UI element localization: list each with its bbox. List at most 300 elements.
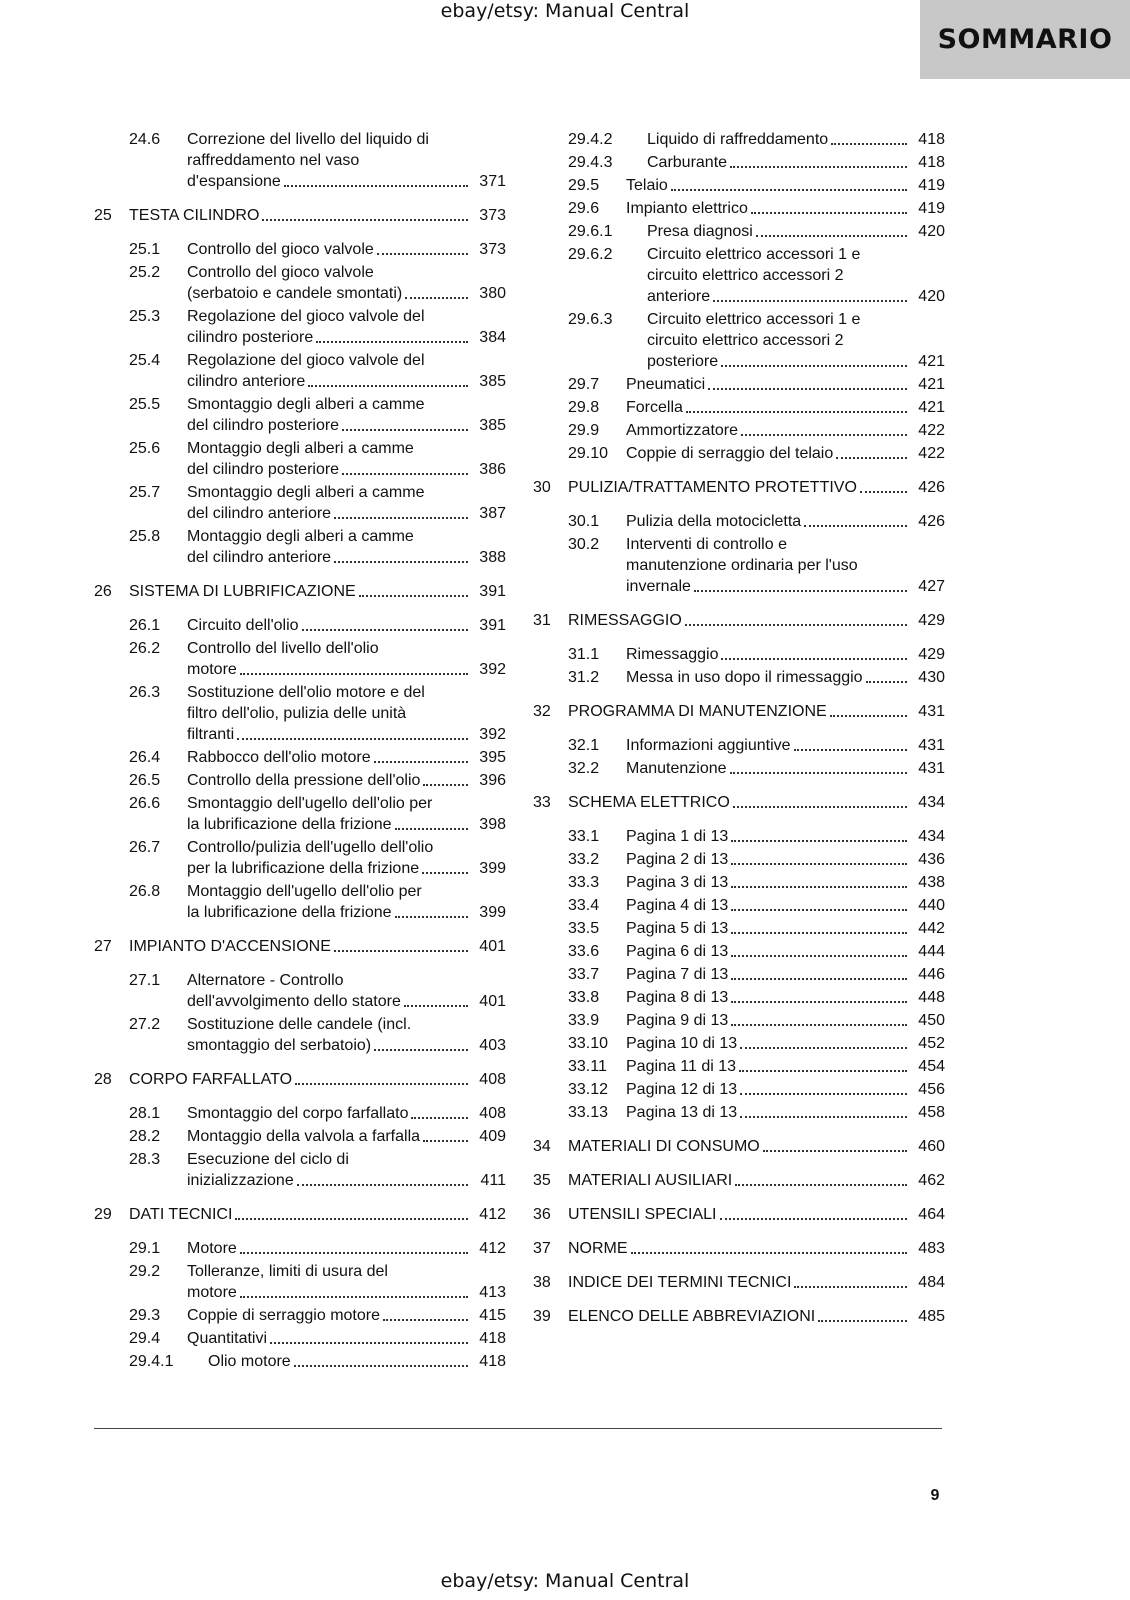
toc-title-line: del cilindro posteriore [187,417,340,434]
toc-page: 460 [918,1138,945,1155]
toc-page: 426 [918,513,945,530]
toc-chapter [533,1136,945,1157]
toc-page: 419 [918,177,945,194]
toc-title-line: Motore [187,1240,237,1257]
toc-section [533,152,945,173]
toc-title-line: Pagina 6 di 13 [626,943,729,960]
toc-number: 27.2 [129,1016,161,1033]
dot-leader [794,749,907,751]
toc-title-line: Circuito dell'olio [187,617,299,634]
dot-leader [694,590,907,592]
toc-page: 413 [479,1284,506,1301]
toc-page: 484 [918,1274,945,1291]
toc-page: 426 [918,479,945,496]
toc-number: 31 [533,612,551,629]
toc-title-line: del cilindro anteriore [187,549,332,566]
toc-chapter [533,1170,945,1191]
dot-leader [235,1218,468,1220]
toc-number: 29.5 [568,177,600,194]
toc-number: 29.7 [568,376,600,393]
toc-title-line: d'espansione [187,173,281,190]
toc-title-line: Controllo/pulizia dell'ugello dell'olio [187,839,434,856]
dot-leader [730,772,907,774]
toc-number: 26.5 [129,772,161,789]
toc-section [94,262,506,304]
dot-leader [377,253,468,255]
toc-number: 28 [94,1071,112,1088]
toc-left-column [94,129,506,1372]
toc-chapter [533,610,945,631]
toc-section [94,615,506,636]
toc-page: 411 [480,1172,506,1189]
toc-title-line: Pagina 1 di 13 [626,828,729,845]
dot-leader [297,1184,468,1186]
toc-number: 28.2 [129,1128,161,1145]
toc-section [533,667,945,688]
dot-leader [404,1005,468,1007]
toc-number: 26.8 [129,883,161,900]
dot-leader [374,1049,468,1051]
toc-title-line: cilindro posteriore [187,329,314,346]
toc-page: 450 [918,1012,945,1029]
toc-section [533,420,945,441]
toc-title-line: Pagina 2 di 13 [626,851,729,868]
dot-leader [270,1342,468,1344]
toc-number: 26.3 [129,684,161,701]
toc-page: 401 [479,938,506,955]
dot-leader [240,1296,468,1298]
dot-leader [631,1252,907,1254]
toc-number: 29.4 [129,1330,161,1347]
toc-title-line: Montaggio della valvola a farfalla [187,1128,421,1145]
toc-section [94,770,506,791]
toc-section [533,1033,945,1054]
toc-title-line: Forcella [626,399,683,416]
toc-section [533,941,945,962]
toc-page: 429 [918,612,945,629]
toc-page: 395 [479,749,506,766]
toc-page: 420 [918,223,945,240]
toc-page: 388 [479,549,506,566]
toc-page: 399 [479,904,506,921]
toc-title-line: la lubrificazione della frizione [187,904,392,921]
toc-page: 442 [918,920,945,937]
dot-leader [423,784,468,786]
toc-number: 25.6 [129,440,161,457]
toc-page: 392 [479,726,506,743]
dot-leader [671,189,907,191]
toc-title-line: Smontaggio degli alberi a camme [187,396,425,413]
toc-chapter [533,701,945,722]
dot-leader [721,658,907,660]
toc-number: 32.1 [568,737,600,754]
toc-number: 28.1 [129,1105,161,1122]
dot-leader [731,863,907,865]
toc-chapter [533,1272,945,1293]
toc-number: 33.5 [568,920,600,937]
toc-title-line: PULIZIA/TRATTAMENTO PROTETTIVO [568,479,857,496]
dot-leader [720,1218,908,1220]
toc-title-line: Ammortizzatore [626,422,739,439]
dot-leader [830,715,907,717]
toc-title-line: Smontaggio dell'ugello dell'olio per [187,795,433,812]
dot-leader [866,681,907,683]
toc-title-line: motore [187,1284,237,1301]
toc-title-line: INDICE DEI TERMINI TECNICI [568,1274,792,1291]
toc-title-line: dell'avvolgimento dello statore [187,993,401,1010]
toc-chapter [94,205,506,226]
toc-page: 386 [479,461,506,478]
toc-page: 448 [918,989,945,1006]
dot-leader [751,212,907,214]
toc-title-line: Pagina 13 di 13 [626,1104,738,1121]
toc-chapter [533,1204,945,1225]
toc-number: 29.6.2 [568,246,613,263]
toc-page: 412 [479,1206,506,1223]
toc-section [533,244,945,307]
dot-leader [295,1083,468,1085]
toc-number: 29.4.1 [129,1353,174,1370]
toc-number: 25.7 [129,484,161,501]
dot-leader [804,525,907,527]
toc-number: 25.3 [129,308,161,325]
toc-section [533,826,945,847]
toc-section [94,129,506,192]
toc-section [94,837,506,879]
toc-page: 399 [479,860,506,877]
toc-page: 391 [479,617,506,634]
toc-section [533,735,945,756]
dot-leader [316,341,468,343]
toc-title-line: Smontaggio degli alberi a camme [187,484,425,501]
toc-title-line: ELENCO DELLE ABBREVIAZIONI [568,1308,816,1325]
toc-page: 412 [479,1240,506,1257]
toc-number: 28.3 [129,1151,161,1168]
toc-section [94,1261,506,1303]
toc-title-line: Coppie di serraggio del telaio [626,445,834,462]
toc-title-line: Alternatore - Controllo [187,972,344,989]
toc-number: 30 [533,479,551,496]
toc-title-line: Pagina 10 di 13 [626,1035,738,1052]
toc-section [94,1238,506,1259]
toc-title-line: Correzione del livello del liquido di [187,131,429,148]
dot-leader [731,978,907,980]
toc-title-line: filtro dell'olio, pulizia delle unità [187,705,407,722]
toc-section [94,350,506,392]
dot-leader [685,624,907,626]
toc-number: 25.4 [129,352,161,369]
toc-page: 438 [918,874,945,891]
toc-title-line: Pagina 12 di 13 [626,1081,738,1098]
toc-title-line: Controllo della pressione dell'olio [187,772,421,789]
toc-title-line: UTENSILI SPECIALI [568,1206,717,1223]
dot-leader [334,561,468,563]
toc-page: 421 [918,353,945,370]
toc-chapter [94,581,506,602]
toc-title-line: del cilindro posteriore [187,461,340,478]
toc-title-line: CORPO FARFALLATO [129,1071,293,1088]
toc-number: 33.1 [568,828,600,845]
toc-page: 458 [918,1104,945,1121]
toc-title-line: RIMESSAGGIO [568,612,682,629]
toc-title-line: Pagina 3 di 13 [626,874,729,891]
toc-page: 434 [918,794,945,811]
toc-number: 33.13 [568,1104,609,1121]
toc-section [533,758,945,779]
toc-title-line: Rimessaggio [626,646,719,663]
toc-title-line: Regolazione del gioco valvole del [187,308,425,325]
dot-leader [731,1001,907,1003]
watermark-bottom: ebay/etsy: Manual Central [440,1570,690,1592]
toc-section [94,1126,506,1147]
toc-section [94,306,506,348]
toc-page: 422 [918,445,945,462]
toc-section [94,682,506,745]
toc-title-line: Esecuzione del ciclo di [187,1151,349,1168]
toc-section [94,526,506,568]
toc-section [94,970,506,1012]
toc-title-line: Impianto elettrico [626,200,748,217]
toc-page: 392 [479,661,506,678]
toc-number: 29.4.2 [568,131,613,148]
toc-number: 29.3 [129,1307,161,1324]
toc-page: 380 [479,285,506,302]
toc-number: 29.6 [568,200,600,217]
dot-leader [302,629,468,631]
toc-page: 418 [479,1353,506,1370]
dot-leader [342,473,468,475]
toc-title-line: Pagina 7 di 13 [626,966,729,983]
toc-title-line: Controllo del gioco valvole [187,264,374,281]
toc-title-line: inizializzazione [187,1172,294,1189]
toc-chapter [94,936,506,957]
toc-page: 434 [918,828,945,845]
dot-leader [733,806,907,808]
toc-title-line: cilindro anteriore [187,373,306,390]
section-tab: SOMMARIO [920,0,1130,79]
toc-title-line: Sostituzione delle candele (incl. [187,1016,412,1033]
toc-number: 37 [533,1240,551,1257]
toc-title-line: Pneumatici [626,376,706,393]
toc-title-line: Regolazione del gioco valvole del [187,352,425,369]
toc-title-line: SCHEMA ELETTRICO [568,794,730,811]
toc-title-line: Pagina 8 di 13 [626,989,729,1006]
toc-page: 391 [479,583,506,600]
toc-section [94,638,506,680]
dot-leader [294,1365,468,1367]
toc-section [533,1010,945,1031]
toc-title-line: IMPIANTO D'ACCENSIONE [129,938,331,955]
toc-section [533,309,945,372]
toc-page: 454 [918,1058,945,1075]
toc-title-line: SISTEMA DI LUBRIFICAZIONE [129,583,356,600]
toc-title-line: manutenzione ordinaria per l'uso [626,557,858,574]
dot-leader [686,411,907,413]
toc-section [533,1102,945,1123]
toc-title-line: Manutenzione [626,760,727,777]
dot-leader [395,916,468,918]
toc-number: 29.6.3 [568,311,613,328]
toc-title-line: Carburante [647,154,728,171]
toc-number: 29.6.1 [568,223,613,240]
dot-leader [731,1024,907,1026]
toc-page: 418 [918,131,945,148]
watermark-top: ebay/etsy: Manual Central [440,0,690,22]
toc-section [94,394,506,436]
toc-number: 29.10 [568,445,609,462]
toc-section [94,747,506,768]
toc-title-line: Telaio [626,177,668,194]
toc-page: 418 [918,154,945,171]
dot-leader [731,955,907,957]
toc-title-line: Liquido di raffreddamento [647,131,829,148]
toc-title-line: circuito elettrico accessori 2 [647,332,844,349]
toc-page: 421 [918,376,945,393]
dot-leader [342,429,468,431]
dot-leader [405,297,468,299]
toc-title-line: Pagina 11 di 13 [626,1058,737,1075]
toc-title-line: per la lubrificazione della frizione [187,860,420,877]
toc-page: 446 [918,966,945,983]
toc-section [533,221,945,242]
toc-title-line: Coppie di serraggio motore [187,1307,380,1324]
toc-title-line: circuito elettrico accessori 2 [647,267,844,284]
toc-chapter [94,1204,506,1225]
toc-page: 415 [479,1307,506,1324]
toc-section [533,872,945,893]
dot-leader [763,1150,907,1152]
dot-leader [818,1320,907,1322]
toc-right-column [533,129,945,1327]
dot-leader [836,457,907,459]
toc-number: 29.8 [568,399,600,416]
toc-title-line: invernale [626,578,691,595]
toc-number: 29.1 [129,1240,161,1257]
toc-title-line: del cilindro anteriore [187,505,332,522]
toc-section [94,1149,506,1191]
dot-leader [735,1184,907,1186]
toc-number: 26.2 [129,640,161,657]
toc-page: 462 [918,1172,945,1189]
dot-leader [411,1117,468,1119]
toc-number: 33.4 [568,897,600,914]
toc-page: 420 [918,288,945,305]
toc-section [94,1014,506,1056]
toc-number: 26.1 [129,617,161,634]
toc-chapter [533,477,945,498]
toc-number: 29.9 [568,422,600,439]
toc-number: 33.2 [568,851,600,868]
toc-title-line: Circuito elettrico accessori 1 e [647,246,861,263]
toc-page: 421 [918,399,945,416]
toc-number: 33.10 [568,1035,609,1052]
toc-title-line: Controllo del livello dell'olio [187,640,379,657]
toc-page: 401 [479,993,506,1010]
toc-section [533,198,945,219]
toc-section [533,895,945,916]
toc-title-line: Montaggio degli alberi a camme [187,440,414,457]
toc-page: 398 [479,816,506,833]
toc-number: 27.1 [129,972,161,989]
toc-page: 431 [918,703,945,720]
toc-title-line: MATERIALI DI CONSUMO [568,1138,760,1155]
toc-page: 431 [918,737,945,754]
toc-page: 385 [479,417,506,434]
dot-leader [240,1252,468,1254]
toc-page: 373 [479,241,506,258]
toc-chapter [533,1306,945,1327]
toc-number: 35 [533,1172,551,1189]
toc-number: 25.8 [129,528,161,545]
toc-chapter [94,1069,506,1090]
toc-section [533,374,945,395]
toc-title-line: posteriore [647,353,719,370]
dot-leader [721,365,907,367]
dot-leader [383,1319,468,1321]
toc-section [533,511,945,532]
toc-title-line: filtranti [187,726,235,743]
toc-title-line: Pulizia della motocicletta [626,513,802,530]
dot-leader [731,840,907,842]
toc-number: 33.12 [568,1081,609,1098]
toc-section [94,1328,506,1349]
dot-leader [334,517,468,519]
toc-page: 373 [479,207,506,224]
toc-number: 25.5 [129,396,161,413]
toc-title-line: Controllo del gioco valvole [187,241,374,258]
toc-number: 33.7 [568,966,600,983]
toc-page: 440 [918,897,945,914]
toc-page: 427 [918,578,945,595]
toc-section [94,881,506,923]
toc-page: 483 [918,1240,945,1257]
toc-title-line: TESTA CILINDRO [129,207,260,224]
toc-number: 29 [94,1206,112,1223]
toc-title-line: Pagina 4 di 13 [626,897,729,914]
dot-leader [741,434,907,436]
dot-leader [713,300,907,302]
toc-number: 26.7 [129,839,161,856]
toc-number: 30.1 [568,513,600,530]
toc-number: 29.2 [129,1263,161,1280]
toc-number: 33.8 [568,989,600,1006]
toc-number: 36 [533,1206,551,1223]
toc-section [533,987,945,1008]
toc-title-line: Tolleranze, limiti di usura del [187,1263,388,1280]
toc-page: 419 [918,200,945,217]
toc-number: 25.2 [129,264,161,281]
toc-number: 24.6 [129,131,161,148]
toc-number: 39 [533,1308,551,1325]
toc-page: 385 [479,373,506,390]
toc-title-line: Messa in uso dopo il rimessaggio [626,669,863,686]
toc-section [533,129,945,150]
toc-title-line: DATI TECNICI [129,1206,233,1223]
toc-number: 25.1 [129,241,161,258]
footer-divider [94,1428,942,1429]
toc-number: 33.11 [568,1058,607,1075]
dot-leader [740,1093,907,1095]
toc-page: 431 [918,760,945,777]
dot-leader [739,1070,907,1072]
toc-title-line: Olio motore [208,1353,291,1370]
toc-section [533,1056,945,1077]
toc-page: 456 [918,1081,945,1098]
dot-leader [422,872,468,874]
toc-section [94,239,506,260]
toc-section [533,1079,945,1100]
toc-page: 422 [918,422,945,439]
